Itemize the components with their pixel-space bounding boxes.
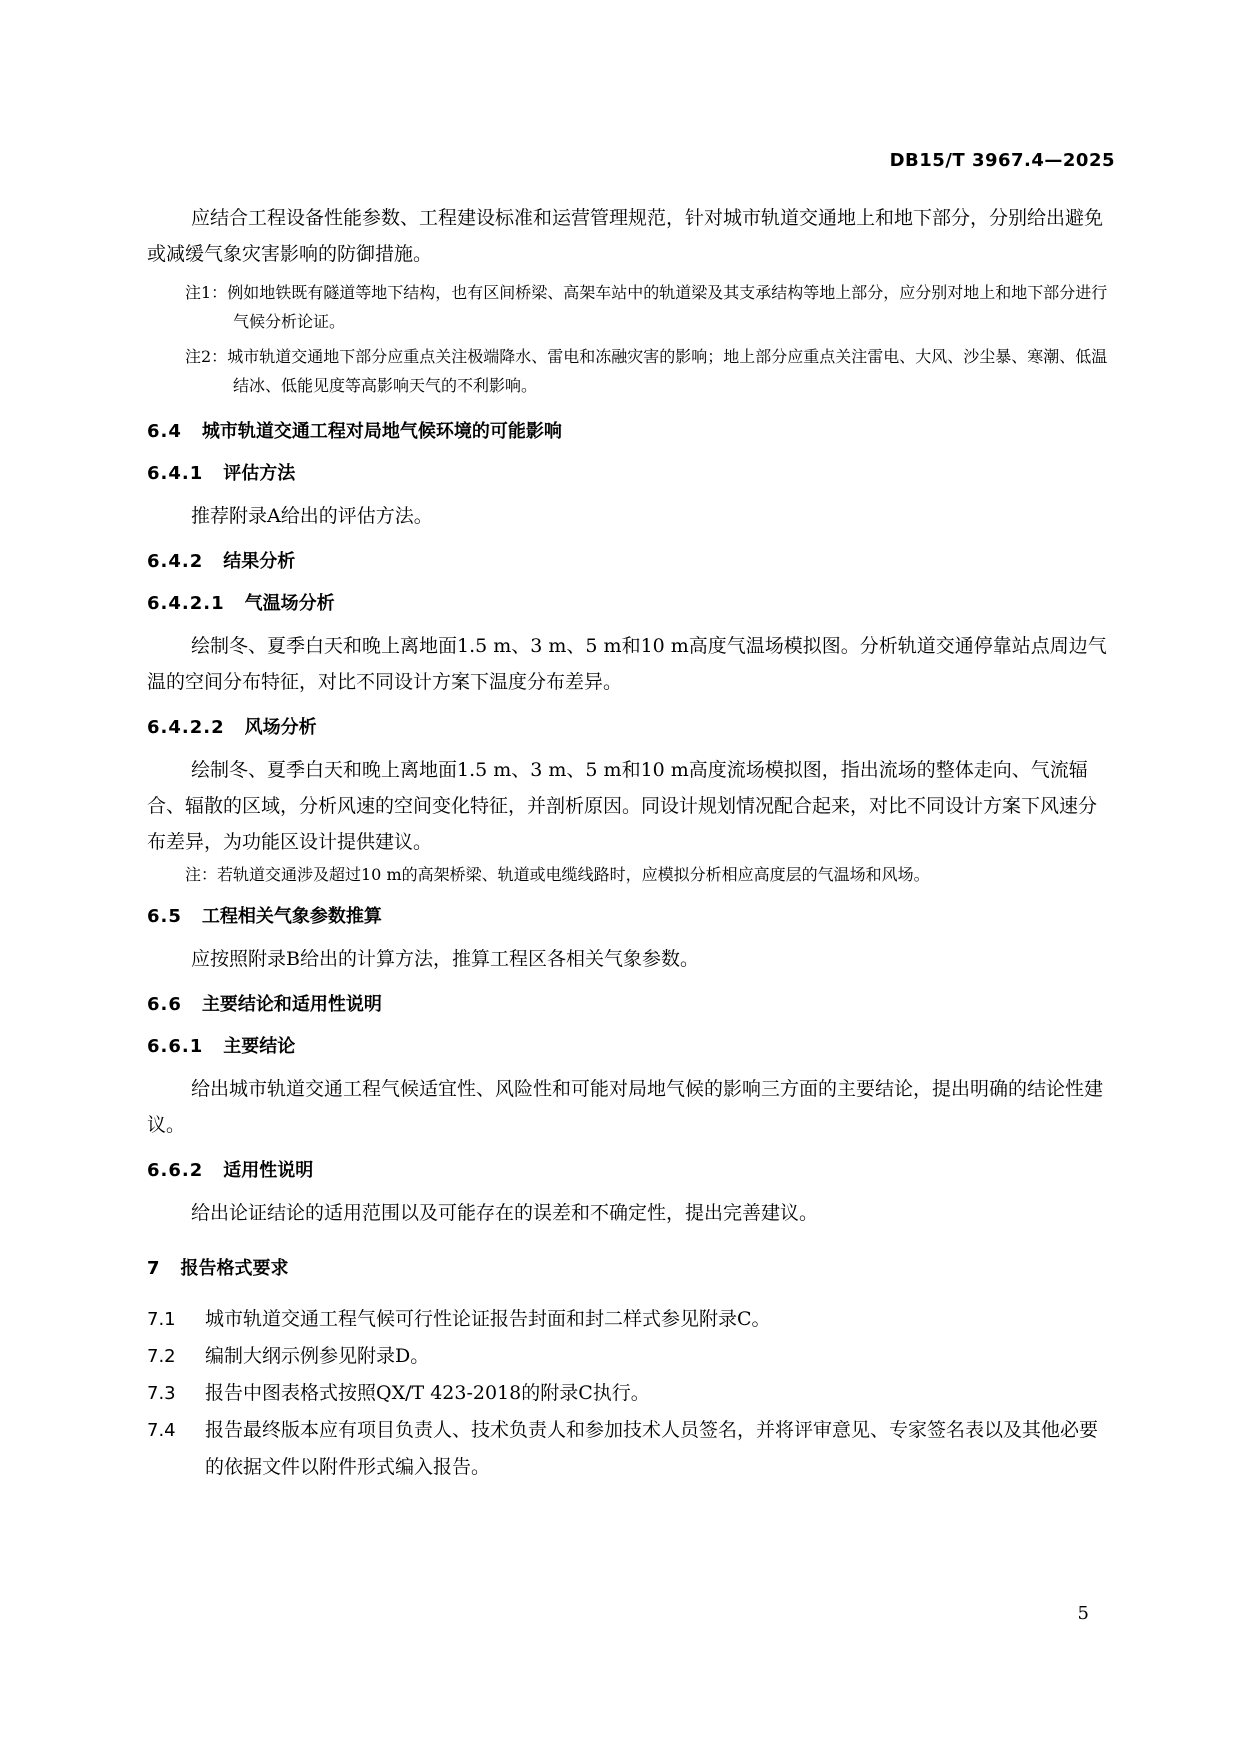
section-6-4-2-1-paragraph: 绘制冬、夏季白天和晚上离地面1.5 m、3 m、5 m和10 m高度气温场模拟图。分析轨道交通停靠站点周边气温的空间分布特征，对比不同设计方案下温度分布差异。 [147,635,1107,693]
section-number: 7 [147,1258,161,1279]
section-number: 6.4.2.1 [147,593,225,614]
note-1-text: 例如地铁既有隧道等地下结构，也有区间桥梁、高架车站中的轨道梁及其支承结构等地上部分，应分别对地上和地下部分进行气候分析论证。 [227,283,1108,331]
document-code: DB15/T 3967.4—2025 [889,150,1115,171]
intro-paragraph: 应结合工程设备性能参数、工程建设标准和运营管理规范，针对城市轨道交通地上和地下部分，分别给出避免或减缓气象灾害影响的防御措施。 [147,207,1104,265]
section-6-4-2-2-heading [147,714,1115,742]
list-item-number: 7.2 [147,1346,176,1367]
page-content [147,200,1115,1485]
list-item-number: 7.4 [147,1420,176,1441]
section-title: 风场分析 [244,717,317,738]
section-title: 工程相关气象参数推算 [201,906,382,927]
section-title: 气温场分析 [244,593,335,614]
section-number: 6.4.2 [147,551,204,572]
note-2-label: 注2： [185,347,228,366]
section-title: 主要结论 [223,1036,296,1057]
chapter-7-heading [147,1255,1115,1283]
list-item-text: 报告中图表格式按照QX/T 423-2018的附录C执行。 [205,1382,650,1404]
list-item [147,1301,1115,1338]
list-item [147,1338,1115,1375]
section-title: 评估方法 [223,463,296,484]
section-6-5-paragraph: 应按照附录B给出的计算方法，推算工程区各相关气象参数。 [191,948,699,970]
section-6-6-1-paragraph: 给出城市轨道交通工程气候适宜性、风险性和可能对局地气候的影响三方面的主要结论，提出明确的结论性建议。 [147,1078,1104,1136]
section-6-4-2-heading [147,548,1115,576]
section-6-6-2-heading [147,1157,1115,1185]
note-2-text: 城市轨道交通地下部分应重点关注极端降水、雷电和冻融灾害的影响；地上部分应重点关注雷电、大风、沙尘暴、寒潮、低温结冰、低能见度等高影响天气的不利影响。 [227,347,1108,395]
list-item-number: 7.3 [147,1383,176,1404]
section-6-4-2-2-paragraph: 绘制冬、夏季白天和晚上离地面1.5 m、3 m、5 m和10 m高度流场模拟图，指出流场的整体走向、气流辐合、辐散的区域，分析风速的空间变化特征，并剖析原因。同设计规划情况配合起来，对比不同设计方案下风速分布差异，为功能区设计提供建议。 [147,759,1098,853]
note-1-label: 注1： [185,283,228,302]
section-number: 6.4.1 [147,463,204,484]
list-item-text: 编制大纲示例参见附录D。 [205,1345,430,1367]
list-item-number: 7.1 [147,1309,176,1330]
note-1 [147,278,1115,336]
section-6-4-1-heading [147,460,1115,488]
section-number: 6.6 [147,994,182,1015]
section-6-4-1-paragraph: 推荐附录A给出的评估方法。 [191,505,433,527]
page-number: 5 [1077,1603,1089,1624]
section-number: 6.4.2.2 [147,717,225,738]
note-2 [147,342,1115,400]
section-number: 6.6.2 [147,1160,204,1181]
chapter-7-list [147,1301,1115,1485]
section-6-6-1-heading [147,1033,1115,1061]
section-title: 城市轨道交通工程对局地气候环境的可能影响 [201,421,562,442]
section-number: 6.6.1 [147,1036,204,1057]
list-item [147,1412,1115,1485]
section-6-6-2-paragraph: 给出论证结论的适用范围以及可能存在的误差和不确定性，提出完善建议。 [191,1202,819,1224]
section-6-4-heading [147,418,1115,446]
section-title: 主要结论和适用性说明 [201,994,382,1015]
section-6-4-2-1-heading [147,590,1115,618]
section-6-4-2-2-note: 注：若轨道交通涉及超过10 m的高架桥梁、轨道或电缆线路时，应模拟分析相应高度层的气温场和风场。 [185,865,930,884]
list-item-text: 报告最终版本应有项目负责人、技术负责人和参加技术人员签名，并将评审意见、专家签名表以及其他必要的依据文件以附件形式编入报告。 [205,1419,1099,1478]
section-6-6-heading [147,991,1115,1019]
list-item [147,1375,1115,1412]
section-title: 适用性说明 [223,1160,314,1181]
section-title: 结果分析 [223,551,296,572]
section-title: 报告格式要求 [180,1258,289,1279]
list-item-text: 城市轨道交通工程气候可行性论证报告封面和封二样式参见附录C。 [205,1308,771,1330]
section-6-5-heading [147,903,1115,931]
section-number: 6.5 [147,906,182,927]
section-number: 6.4 [147,421,182,442]
